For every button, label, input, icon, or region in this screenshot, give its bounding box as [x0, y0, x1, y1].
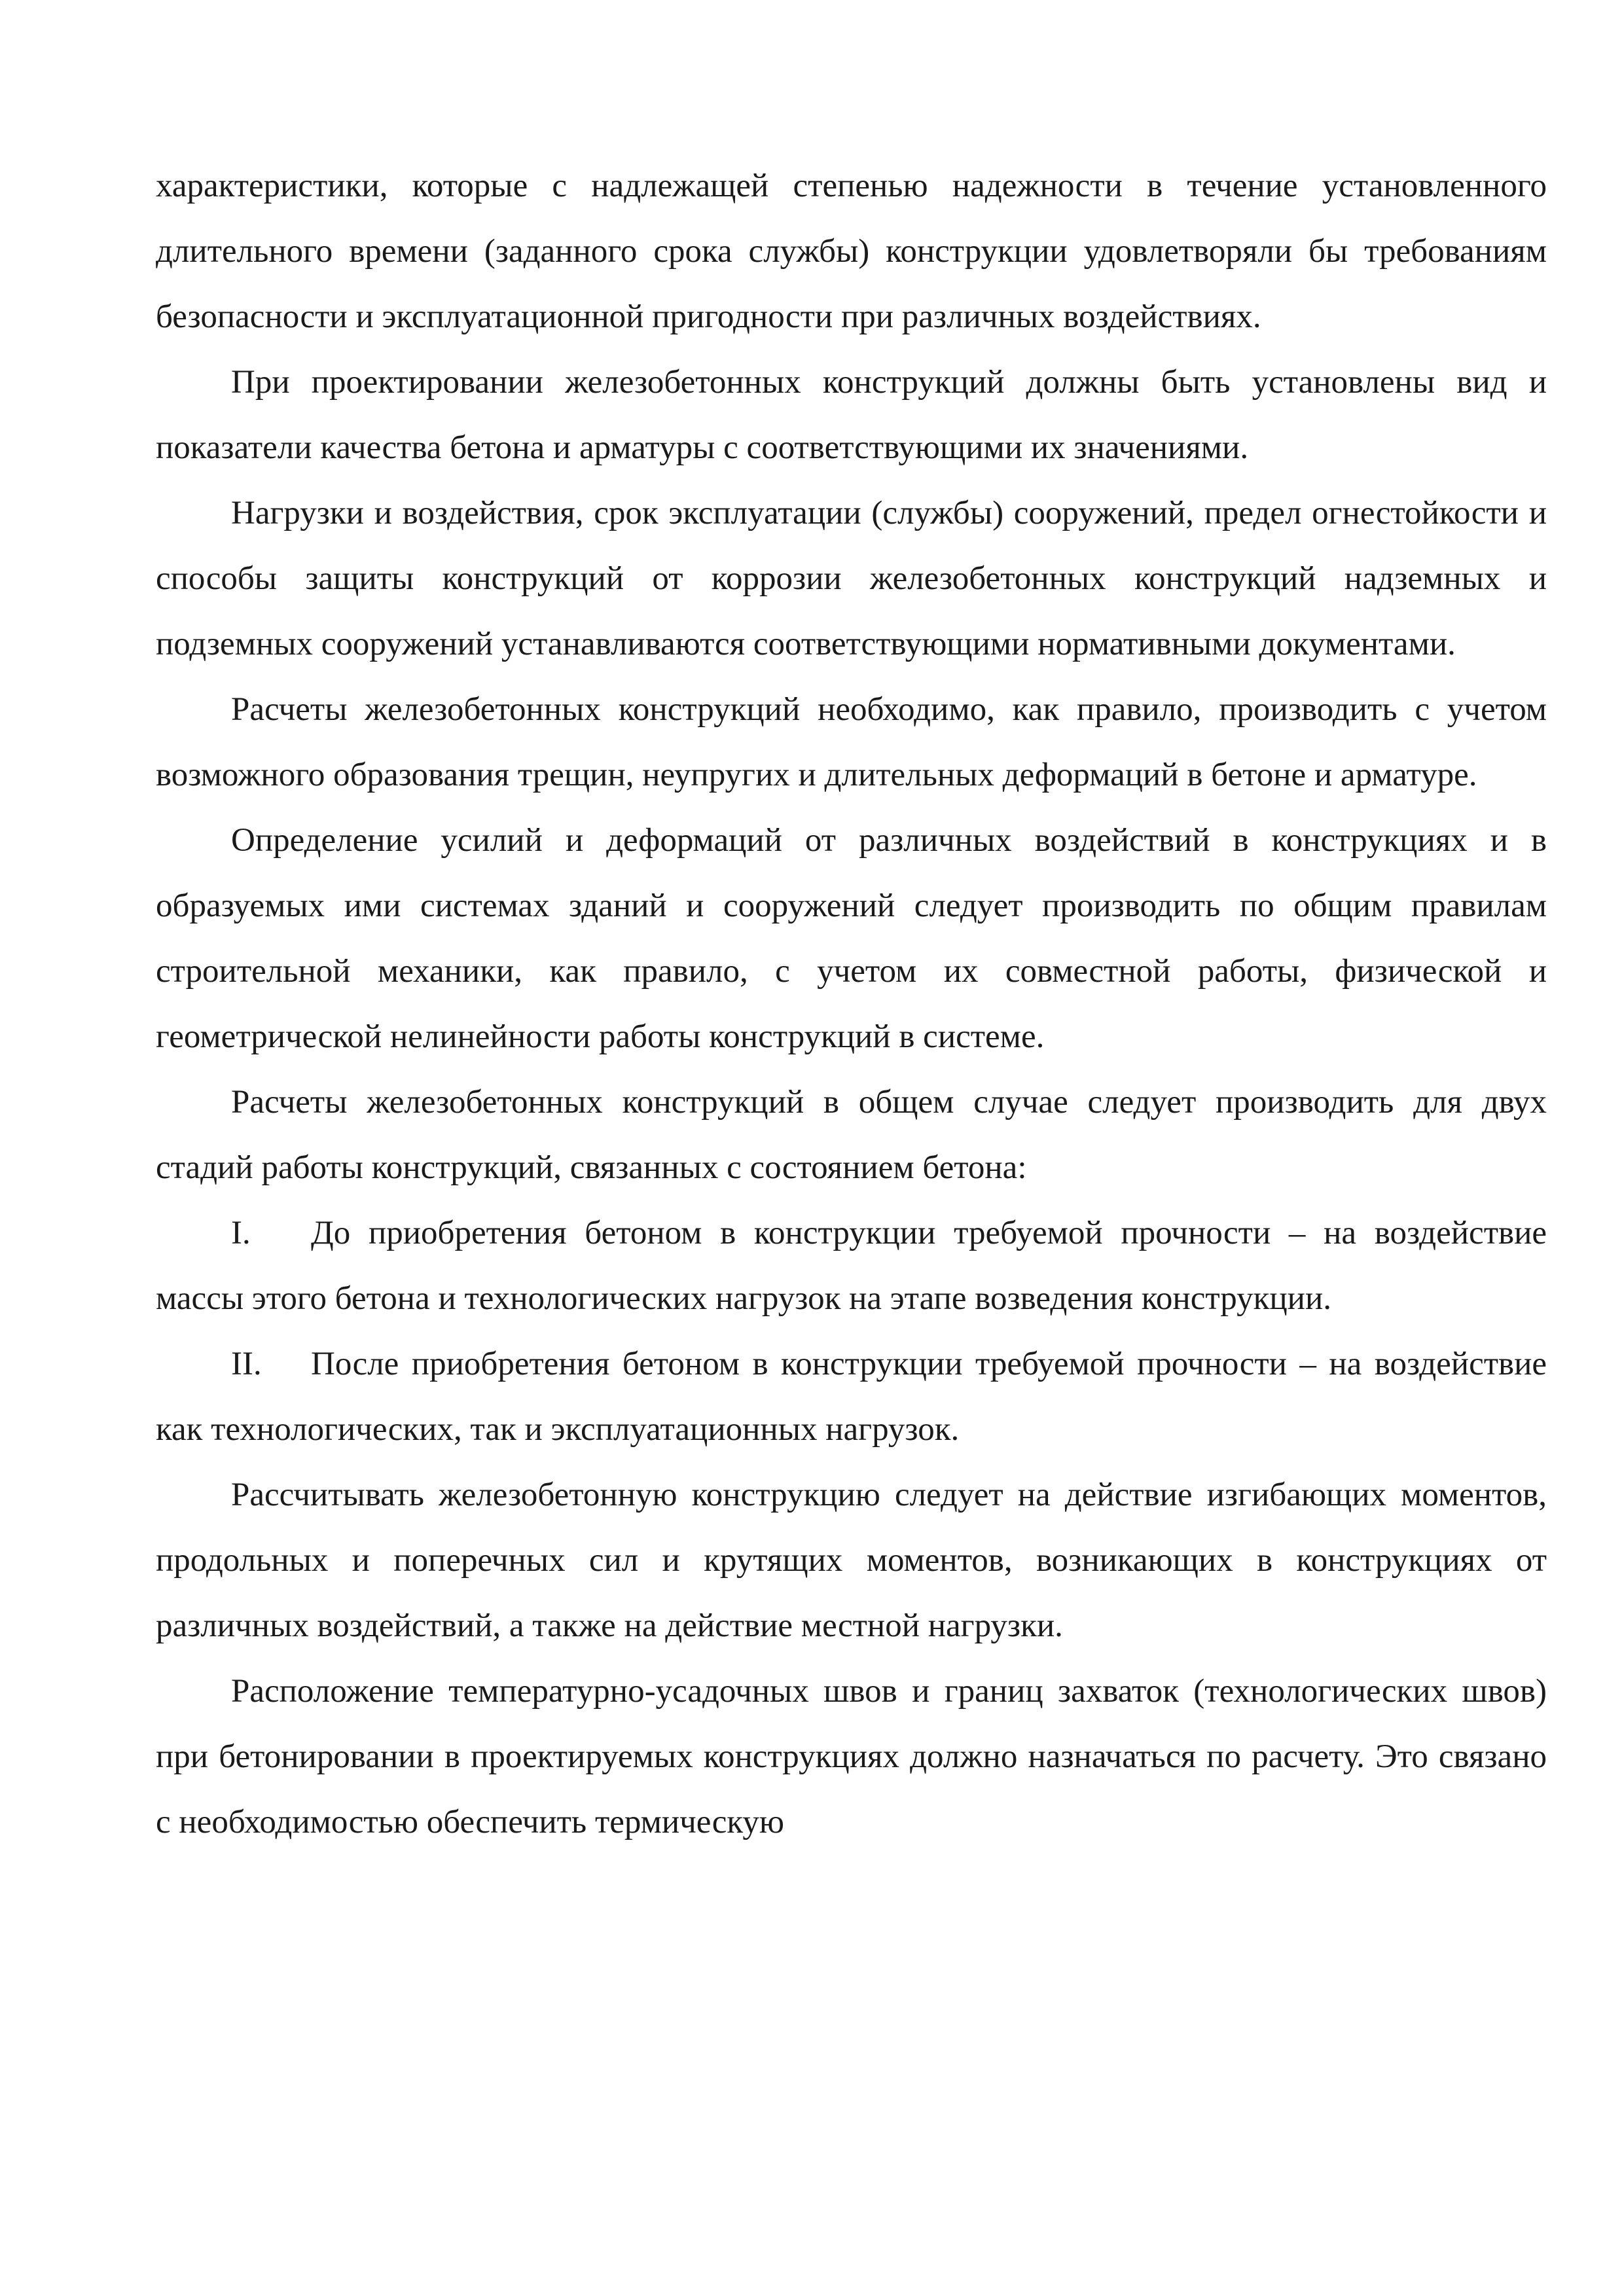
list-item-text: После приобретения бетоном в конструкции требуемой прочности – на воздействие как технологических, так и эксплуатационных нагрузок.	[156, 1346, 1547, 1448]
paragraph-crack-calculation: Расчеты железобетонных конструкций необходимо, как правило, производить с учетом возможного образования трещин, неупругих и длительных деформаций в бетоне и арматуре.	[156, 691, 1547, 793]
paragraph-design-requirements: При проектировании железобетонных конструкций должны быть установлены вид и показатели качества бетона и арматуры с соответствующими их значениями.	[156, 364, 1547, 466]
paragraph-force-determination: Определение усилий и деформаций от различных воздействий в конструкциях и в образуемых ими системах зданий и сооружений следует производить по общим правилам строительной механики, как правило, с учетом их совместной работы, физической и геометрической нелинейности работы конструкций в системе.	[156, 822, 1547, 1055]
list-marker: I.	[231, 1215, 251, 1251]
paragraph-continuation: характеристики, которые с надлежащей степенью надежности в течение установленного длительного времени (заданного срока службы) конструкции удовлетворяли бы требованиям безопасности и эксплуатационной пригодности при различных воздействиях.	[156, 168, 1547, 335]
list-item-stage-1	[156, 1200, 1547, 1331]
paragraph-two-stages: Расчеты железобетонных конструкций в общем случае следует производить для двух стадий работы конструкций, связанных с состоянием бетона:	[156, 1084, 1547, 1186]
paragraph-expansion-joints: Расположение температурно-усадочных швов и границ захваток (технологических швов) при бетонировании в проектируемых конструкциях должно назначаться по расчету. Это связано с необходимостью обеспечить термическую	[156, 1673, 1547, 1840]
paragraph-bending-moments: Рассчитывать железобетонную конструкцию следует на действие изгибающих моментов, продольных и поперечных сил и крутящих моментов, возникающих в конструкциях от различных воздействий, а также на действие местной нагрузки.	[156, 1477, 1547, 1644]
list-item-text: До приобретения бетоном в конструкции требуемой прочности – на воздействие массы этого бетона и технологических нагрузок на этапе возведения конструкции.	[156, 1215, 1547, 1317]
document-page	[156, 153, 1547, 1855]
list-marker: II.	[231, 1346, 262, 1382]
list-item-stage-2	[156, 1331, 1547, 1462]
paragraph-loads-and-effects: Нагрузки и воздействия, срок эксплуатации (службы) сооружений, предел огнестойкости и способы защиты конструкций от коррозии железобетонных конструкций надземных и подземных сооружений устанавливаются соответствующими нормативными документами.	[156, 495, 1547, 662]
